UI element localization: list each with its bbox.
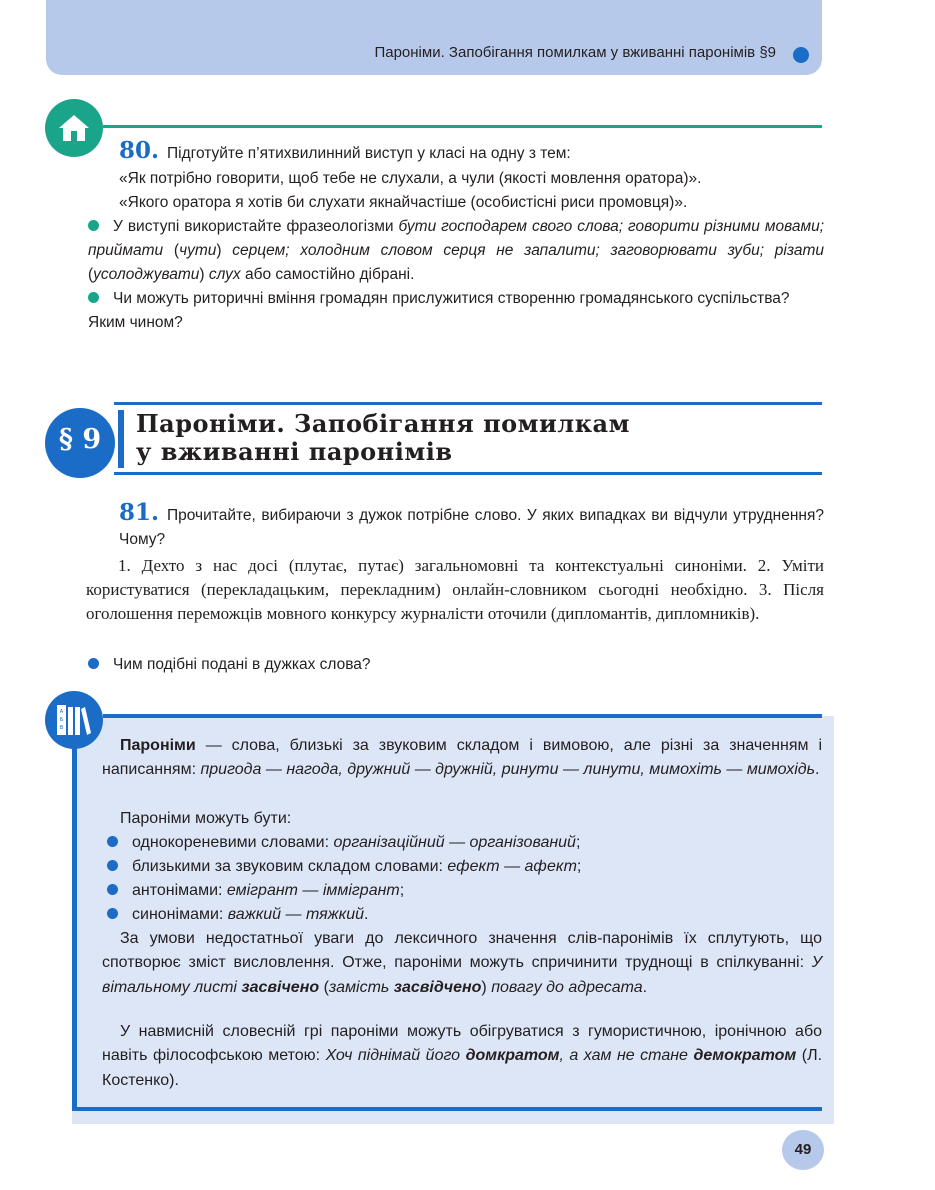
bullet-icon (88, 658, 99, 669)
bullet-icon (107, 908, 118, 919)
exercise-81-question: Чим подібні подані в дужках слова? (88, 653, 824, 677)
list-item: синонімами: важкий — тяжкий. (107, 903, 822, 927)
running-title: Пароніми. Запобігання помилкам у вживанні паронімів §9 (374, 44, 776, 61)
topic-2: «Якого оратора я хотів би слухати якнайчастіше (особистісні риси промовця)». (119, 194, 688, 211)
exercise-instruction: Підготуйте п’ятихвилинний виступ у класі на одну з тем: (167, 145, 571, 162)
section-number: § 9 (58, 424, 102, 455)
section-rule-top (114, 402, 822, 405)
theory-rule-bottom (72, 1107, 822, 1111)
theory-definition: Пароніми — слова, близькі за звуковим складом і вимовою, але різні за значенням і написанням: пригода — нагода, дружний — дружній, ринути — линути, мимохіть — мимохідь. (102, 737, 822, 779)
page-number: 49 (782, 1130, 824, 1170)
bullet-icon (107, 836, 118, 847)
exercise-number: 81. (119, 499, 160, 526)
theory-rule-left (72, 745, 77, 1111)
bullet-icon (88, 292, 99, 303)
section-rule-bottom (114, 472, 822, 475)
task-rhetoric: Чи можуть риторичні вміння громадян прислужитися створенню громадянського суспільства? Яким чином? (88, 290, 790, 331)
bullet-icon (88, 220, 99, 231)
theory-can-be: Пароніми можуть бути: (120, 810, 292, 827)
svg-text:Б: Б (59, 717, 64, 723)
exercise-80-header (119, 139, 824, 166)
bullet-icon (107, 884, 118, 895)
topic-1: «Як потрібно говорити, щоб тебе не слухали, а чули (якості мовлення оратора)». (119, 170, 702, 187)
theory-paragraph-wordplay: У навмисній словесній грі пароніми можуть обігруватися з гумористичною, іронічною або навіть філософською метою: Хоч піднімай його домкратом, а хам не стане демократом (Л. Костенко). (102, 1023, 823, 1089)
task-phraseology: У виступі використайте фразеологізми бути господарем свого слова; говорити різними мовами; приймати (чути) серцем; холодним словом серця не запалити; заговорювати зуби; різати (усолоджувати) слух або самостійно дібрані. (88, 218, 824, 283)
list-item: однокореневими словами: організаційний — організований; (107, 831, 822, 855)
svg-text:А: А (59, 709, 64, 715)
section-bar (118, 410, 124, 468)
books-icon (45, 691, 103, 749)
theory-rule-top (103, 714, 822, 718)
list-item: близькими за звуковим складом словами: ефект — афект; (107, 855, 822, 879)
svg-text:В: В (59, 725, 64, 731)
list-item: антонімами: емігрант — іммігрант; (107, 879, 822, 903)
running-header (46, 0, 822, 75)
bullet-icon (107, 860, 118, 871)
section-badge (45, 408, 115, 478)
house-icon (45, 99, 103, 157)
exercise-81-text: 1. Дехто з нас досі (плутає, путає) загальномовні та контекстуальні синоніми. 2. Уміти користуватися (перекладацьким, перекладним) онлайн-словником сьогодні необхідно. 3. Після оголошення переможців мовного конкурсу журналісти оточили (дипломантів, дипломників). (86, 556, 824, 623)
exercise-instruction: Прочитайте, вибираючи з дужок потрібне слово. У яких випадках ви відчули утруднення? Чому? (119, 507, 824, 548)
header-dot (793, 47, 809, 63)
section-title: Пароніми. Запобігання помилкам у вживанні паронімів (136, 409, 630, 466)
exercise-divider (103, 125, 822, 128)
theory-paragraph-confusion: За умови недостатньої уваги до лексичного значення слів-паронімів їх сплутують, що спотворює зміст висловлення. Отже, пароніми можуть спричинити труднощі в спілкуванні: У вітальному листі засвічено (замість засвідчено) повагу до адресата. (102, 930, 822, 996)
exercise-81-header (119, 501, 824, 552)
exercise-number: 80. (119, 137, 160, 164)
